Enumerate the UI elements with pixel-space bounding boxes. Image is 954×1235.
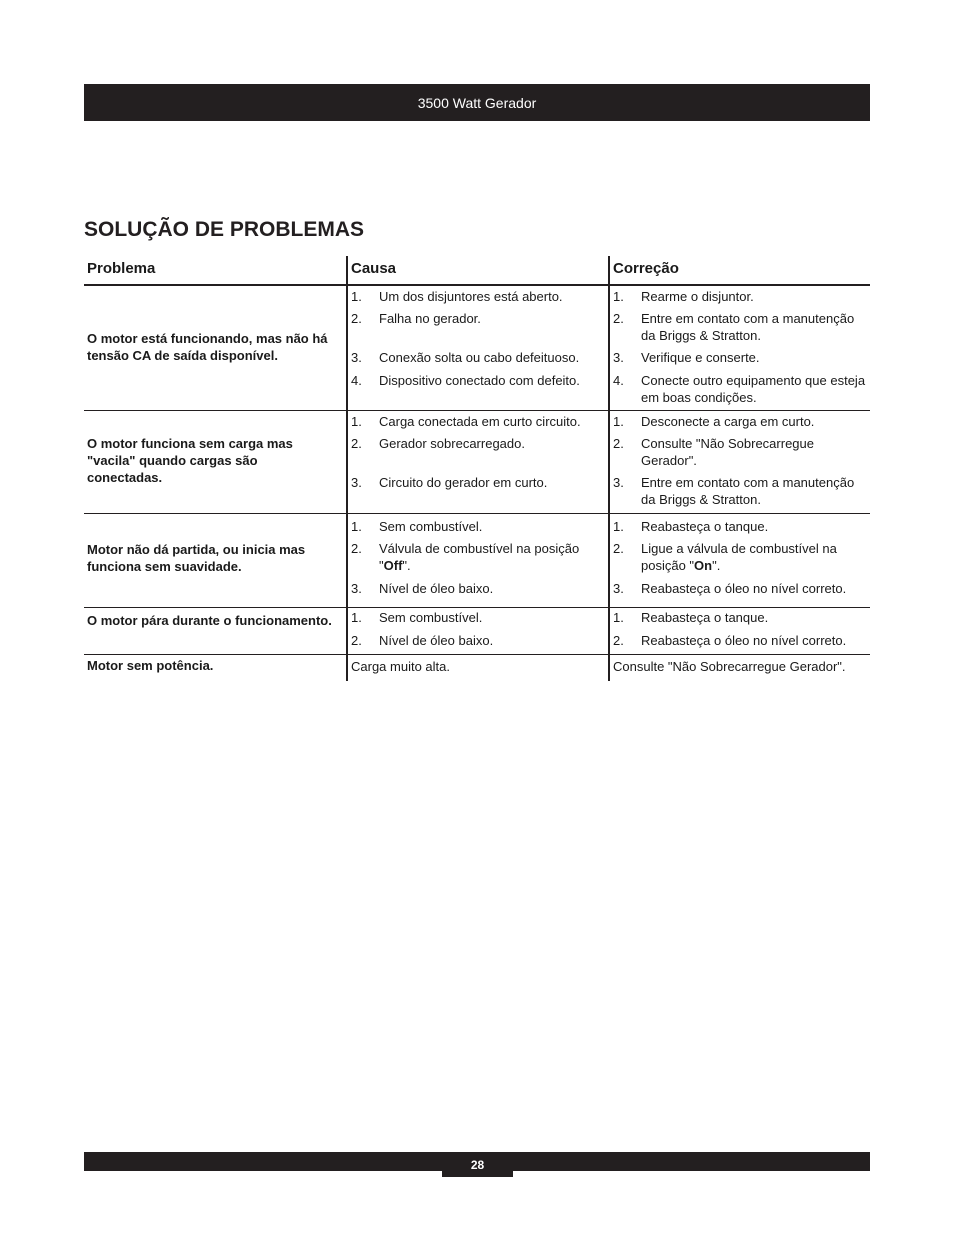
problem-text: O motor pára durante o funcionamento. bbox=[87, 613, 332, 628]
header-correction: Correção bbox=[608, 256, 870, 284]
table-row: O motor pára durante o funcionamento. 1. Sem combustível. 2. Nível de óleo baixo. 1. Reabasteça o tanque. 2. Reabasteça o óleo no nível correto. bbox=[84, 608, 870, 655]
troubleshooting-table bbox=[84, 256, 870, 681]
problem-text: Motor sem potência. bbox=[87, 658, 214, 673]
page-number: 28 bbox=[470, 1157, 485, 1172]
table-row: O motor está funcionando, mas não há tensão CA de saída disponível. 1. Um dos disjuntores está aberto. 2. Falha no gerador. 3. Conexão solta ou cabo defeituoso. 4. Dispositivo conectado com defeito. 1. Rearme o disjuntor. 2. Entre em contato com a manutenção da Briggs & Stratton. 3. Verifique e conserte. 4. Conecte outro equipamento que esteja em boas condições. bbox=[84, 286, 870, 411]
cause-text: Carga muito alta. bbox=[351, 659, 450, 674]
header-title: 3500 Watt Gerador bbox=[417, 94, 537, 111]
problem-text: O motor está funcionando, mas não há tensão CA de saída disponível. bbox=[87, 331, 328, 363]
problem-text: Motor não dá partida, ou inicia mas funciona sem suavidade. bbox=[87, 542, 306, 574]
table-header-row bbox=[84, 256, 870, 286]
header-problem: Problema bbox=[87, 260, 156, 277]
header-bar bbox=[84, 84, 870, 121]
page-number-tab bbox=[442, 1152, 513, 1177]
table-row: Motor não dá partida, ou inicia mas funciona sem suavidade. 1. Sem combustível. 2. Válvula de combustível na posição "Off". 3. Nível de óleo baixo. 1. Reabasteça o tanque. 2. Ligue a válvula de combustível na posição "On". 3. Reabasteça o óleo no nível correto. bbox=[84, 514, 870, 608]
correction-text: Consulte "Não Sobrecarregue Gerador". bbox=[613, 659, 846, 674]
header-cause: Causa bbox=[346, 256, 608, 284]
table-row bbox=[84, 655, 870, 681]
table-row: O motor funciona sem carga mas "vacila" quando cargas são conectadas. 1. Carga conectada em curto circuito. 2. Gerador sobrecarregado. 3. Circuito do gerador em curto. 1. Desconecte a carga em curto. 2. Consulte "Não Sobrecarregue Gerador". 3. Entre em contato com a manutenção da Briggs & Stratton. bbox=[84, 411, 870, 514]
section-title: SOLUÇÃO DE PROBLEMAS bbox=[84, 218, 365, 241]
problem-text: O motor funciona sem carga mas "vacila" quando cargas são conectadas. bbox=[87, 436, 293, 485]
